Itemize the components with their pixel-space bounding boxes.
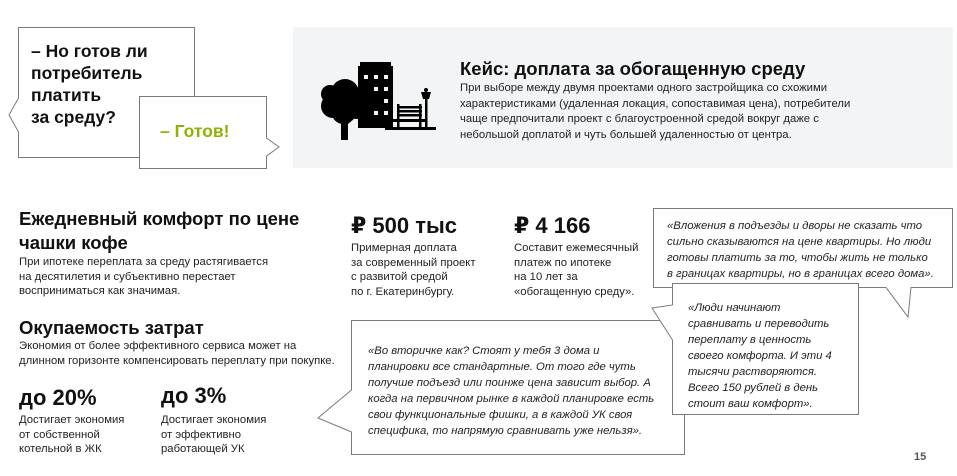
payback-title: Окупаемость затрат <box>19 317 204 338</box>
stat-value-boiler: до 20% <box>19 385 97 410</box>
stat-value-monthly: ₽ 4 166 <box>514 213 591 238</box>
stat-value-management: до 3% <box>161 383 227 408</box>
quote-2-text: «Люди начинают сравнивать и переводить переплату в ценность своего комфорта. И эти 4 тысячи растворяются. Всего 150 рублей в день стоит ваш комфорт». <box>688 302 832 410</box>
stat-desc-monthly: Составит ежемесячный платеж по ипотеке на 10 лет за «обогащенную среду». <box>514 242 639 298</box>
comfort-title: Ежедневный комфорт по цене чашки кофе <box>19 208 300 253</box>
stat-desc-surcharge: Примерная доплата за современный проект с развитой средой по г. Екатеринбургу. <box>351 242 476 298</box>
page-number: 15 <box>914 451 927 463</box>
case-description: При выборе между двумя проектами одного застройщика со схожими характеристиками (удаленная локация, сопоставимая цена), потребители чаще предпочитали проект с благоустроенной средой вокруг даже с небольшой доплатой и чуть большей удаленностью от центра. <box>460 82 851 141</box>
case-title: Кейс: доплата за обогащенную среду <box>460 58 806 79</box>
quote-1-text: «Вложения в подъезды и дворы не сказать что сильно сказываются на цене квартиры. Но люди готовы платить за то, чтобы жить не только в границах квартиры, но в границах всего дома». <box>667 220 934 280</box>
answer-text: – Готов! <box>160 121 230 141</box>
payback-text: Экономия от более эффективного сервиса может на длинном горизонте компенсировать переплату при покупке. <box>19 340 335 367</box>
stat-value-surcharge: ₽ 500 тыс <box>351 213 458 238</box>
stat-desc-boiler: Достигает экономия от собственной котельной в ЖК <box>19 414 125 455</box>
quote-3-text: «Во вторичке как? Стоят у тебя 3 дома и планировки все стандартные. От того где чуть получше подъезд или поинже цена зависит выбор. А когда на первичном рынке в каждой планировке есть свои функциональные фишки, а в каждой УК своя специфика, то напрямую сравнивать уже нельзя». <box>368 345 655 437</box>
question-text: – Но готов ли потребитель платить за среду? <box>31 41 148 127</box>
stat-desc-management: Достигает экономия от эффективно работающей УК <box>161 414 267 455</box>
comfort-text: При ипотеке переплата за среду растягивается на десятилетия и субъективно перестает восприниматься как значимая. <box>19 256 269 297</box>
